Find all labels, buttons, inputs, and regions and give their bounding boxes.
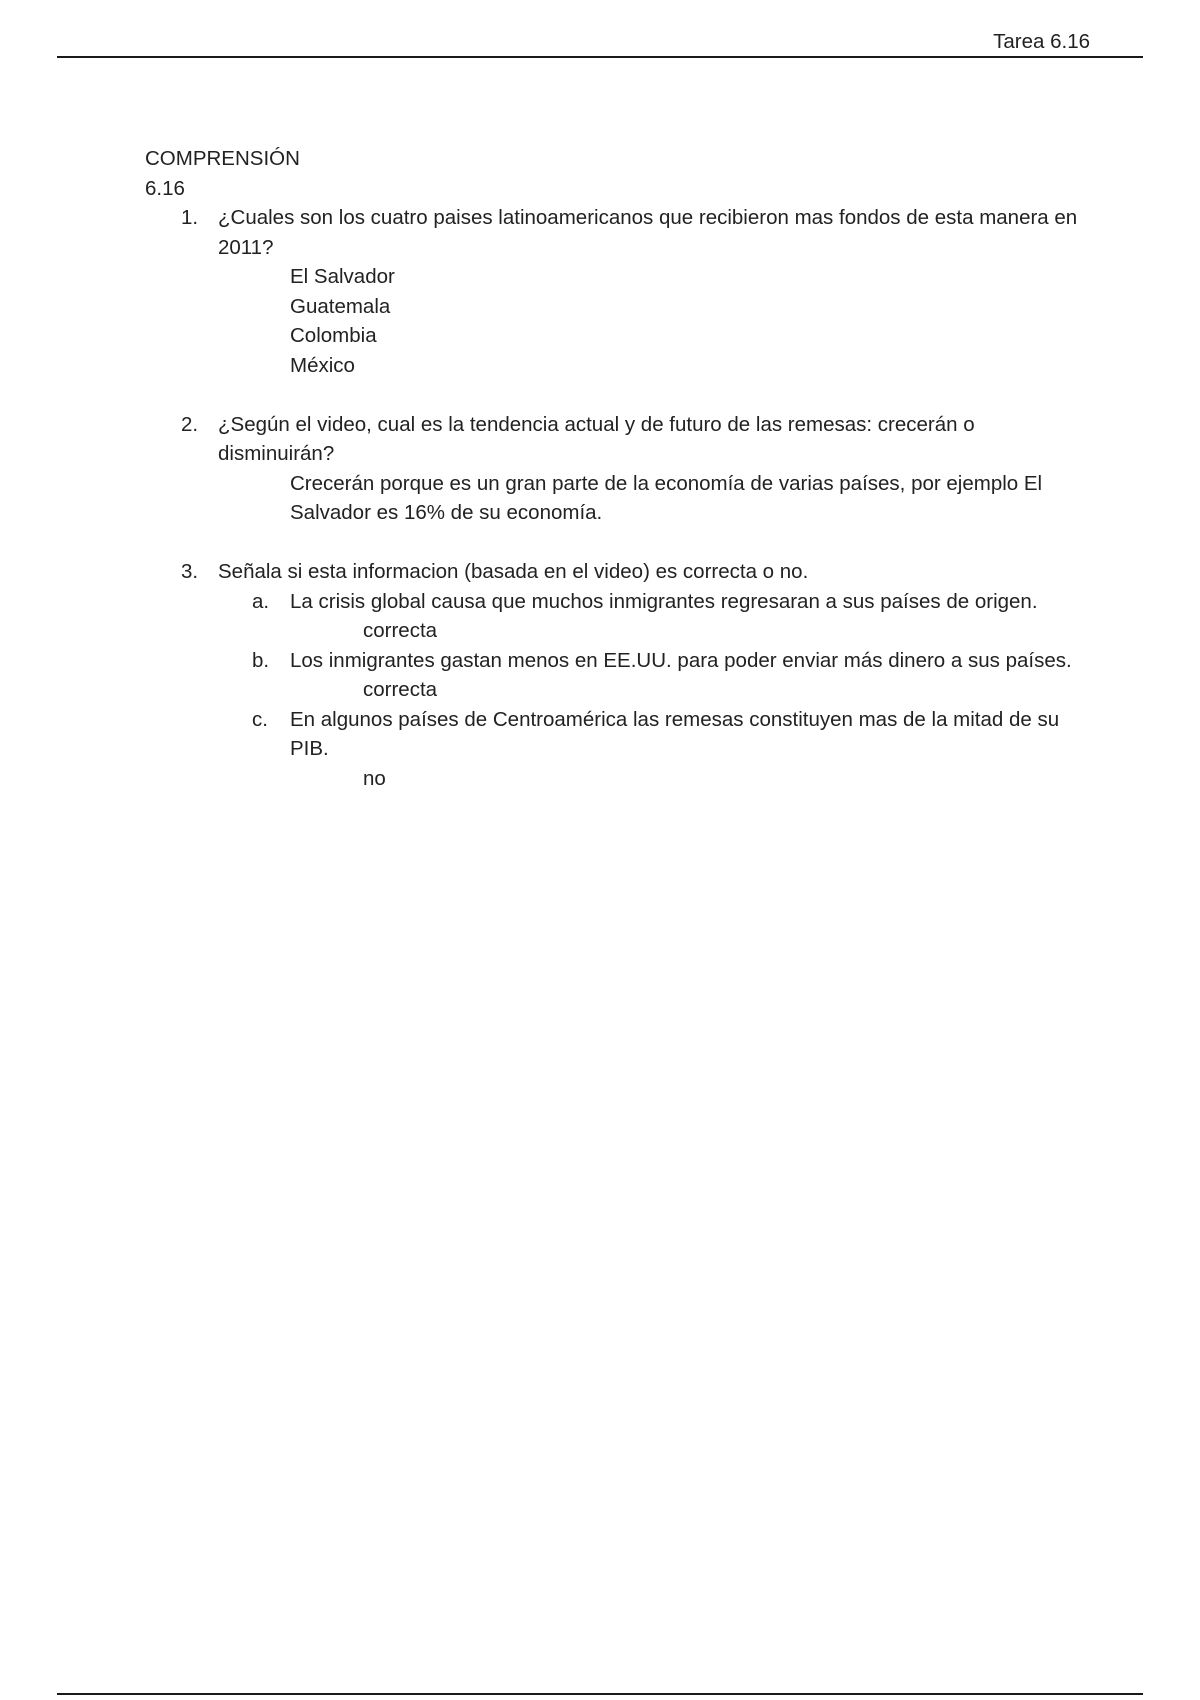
sub-item-b-answer [145,675,1085,705]
sub-item-answer: correcta [363,619,438,642]
sub-item-b [145,646,1085,676]
question-text: ¿Cuales son los cuatro paises latinoamericanos que recibieron mas fondos de esta manera en 2011? [218,206,1078,259]
question-3 [145,557,1085,587]
question-text: ¿Según el video, cual es la tendencia actual y de futuro de las remesas: crecerán o disminuirán? [218,412,975,465]
question-number: 2. [181,412,199,436]
spacer [145,528,1085,558]
answer-line: Guatemala [290,294,391,318]
sub-item-c [145,705,1085,764]
question-number: 3. [181,560,199,583]
question-1-answers [145,262,1085,380]
sub-item-c-answer [145,764,1085,794]
section-title: COMPRENSIÓN [145,147,300,170]
header-rule [57,56,1143,58]
sub-item-text: Los inmigrantes gastan menos en EE.UU. para poder enviar más dinero a sus países. [290,648,1072,672]
sub-item-a-answer [145,616,1085,646]
question-text: Señala si esta informacion (basada en el video) es correcta o no. [218,560,809,583]
sub-item-letter: b. [252,648,270,672]
question-1 [145,203,1085,262]
spacer [145,380,1085,410]
footer-rule [57,1693,1143,1695]
sub-item-answer: no [363,766,386,790]
answer-text: Crecerán porque es un gran parte de la economía de varias países, por ejemplo El Salvador es 16% de su economía. [290,471,1043,524]
document-body [145,144,1085,793]
sub-item-answer: correcta [363,678,438,701]
question-number: 1. [181,206,199,229]
sub-item-letter: a. [252,589,270,613]
section-number: 6.16 [145,176,185,200]
page-header-label: Tarea 6.16 [993,30,1090,53]
question-2 [145,410,1085,469]
sub-item-text: En algunos países de Centroamérica las remesas constituyen mas de la mitad de su PIB. [290,707,1060,760]
answer-line: El Salvador [290,265,395,288]
answer-line: Colombia [290,324,377,347]
sub-item-text: La crisis global causa que muchos inmigrantes regresaran a sus países de origen. [290,589,1038,613]
sub-item-letter: c. [252,707,268,731]
answer-line: México [290,353,355,377]
sub-item-a [145,587,1085,617]
question-2-answer [145,469,1085,528]
